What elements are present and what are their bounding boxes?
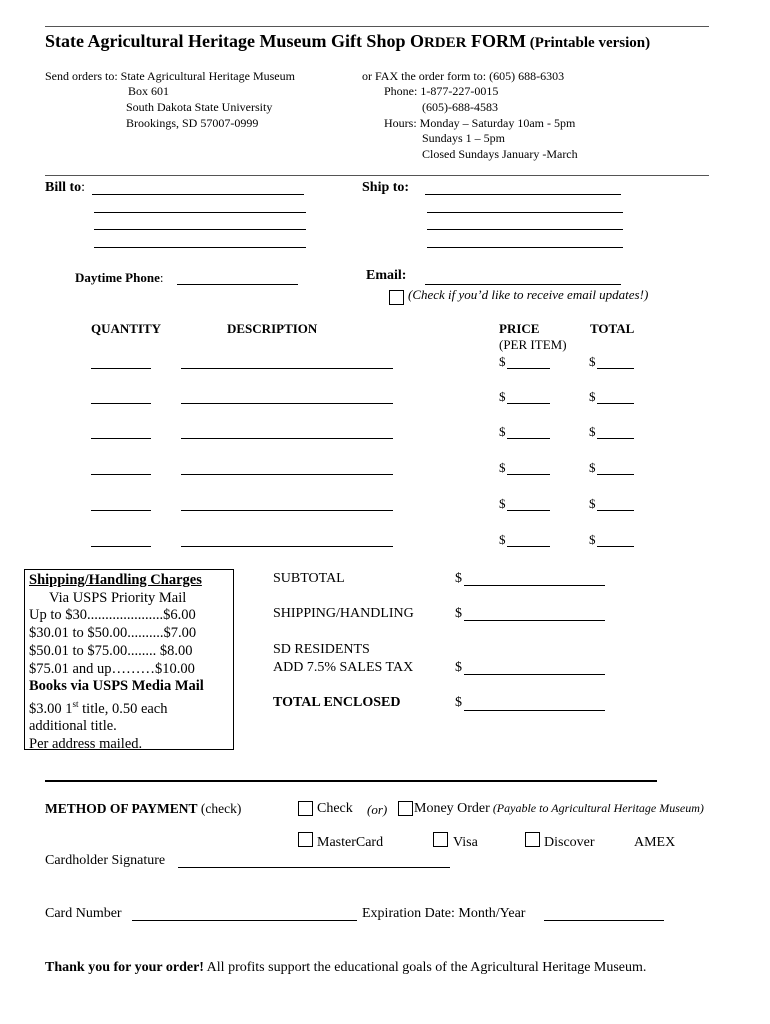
top-rule bbox=[45, 26, 709, 27]
shipping-via: Via USPS Priority Mail bbox=[49, 589, 187, 606]
price-field[interactable] bbox=[507, 403, 550, 404]
shipping-title: Shipping/Handling Charges bbox=[29, 572, 202, 588]
total-enclosed-field[interactable] bbox=[464, 710, 605, 711]
or-label: (or) bbox=[367, 802, 388, 817]
price-field[interactable] bbox=[507, 510, 550, 511]
description-field[interactable] bbox=[181, 474, 393, 475]
price-currency: $ bbox=[499, 424, 506, 439]
email-updates-label: (Check if you’d like to receive email updates!) bbox=[408, 287, 649, 302]
books-media-mail: Books via USPS Media Mail bbox=[29, 678, 204, 695]
bill-to-line-4[interactable] bbox=[94, 247, 306, 248]
subtotal-label: SUBTOTAL bbox=[273, 571, 345, 586]
total-field[interactable] bbox=[597, 403, 634, 404]
quantity-field[interactable] bbox=[91, 368, 151, 369]
bill-to-line-2[interactable] bbox=[94, 212, 306, 213]
check-label: Check bbox=[317, 801, 353, 816]
total-currency: $ bbox=[589, 532, 596, 547]
hours-line: Hours: Monday – Saturday 10am - 5pm bbox=[384, 116, 576, 130]
description-field[interactable] bbox=[181, 368, 393, 369]
price-currency: $ bbox=[499, 460, 506, 475]
bill-to-line-1[interactable] bbox=[92, 194, 304, 195]
ship-to-line-3[interactable] bbox=[427, 229, 623, 230]
quantity-header: QUANTITY bbox=[91, 321, 162, 336]
send-orders-to: Send orders to: State Agricultural Heritage Museum bbox=[45, 69, 295, 83]
expiration-field[interactable] bbox=[544, 920, 664, 921]
phone-line-2: (605)-688-4583 bbox=[422, 100, 498, 114]
description-field[interactable] bbox=[181, 438, 393, 439]
mastercard-checkbox[interactable] bbox=[298, 832, 313, 847]
shipping-rate: Up to $30.....................$6.00 bbox=[29, 607, 196, 624]
money-order-checkbox[interactable] bbox=[398, 801, 413, 816]
total-currency: $ bbox=[589, 389, 596, 404]
sales-tax-currency: $ bbox=[455, 660, 462, 675]
total-field[interactable] bbox=[597, 474, 634, 475]
payment-divider bbox=[45, 780, 657, 782]
bill-to-label: Bill to: bbox=[45, 180, 86, 195]
price-header: PRICE bbox=[499, 321, 540, 336]
total-field[interactable] bbox=[597, 368, 634, 369]
closed-note: Closed Sundays January -March bbox=[422, 147, 578, 161]
quantity-field[interactable] bbox=[91, 546, 151, 547]
total-field[interactable] bbox=[597, 546, 634, 547]
phone-line: Phone: 1-877-227-0015 bbox=[384, 84, 499, 98]
daytime-phone-field[interactable] bbox=[177, 284, 298, 285]
cardholder-signature-label: Cardholder Signature bbox=[45, 853, 166, 868]
item-row bbox=[0, 496, 770, 516]
total-currency: $ bbox=[589, 354, 596, 369]
quantity-field[interactable] bbox=[91, 403, 151, 404]
cardholder-signature-field[interactable] bbox=[178, 867, 450, 868]
description-field[interactable] bbox=[181, 546, 393, 547]
thank-you-message: Thank you for your order! All profits support the educational goals of the Agricultural Heritage Museum. bbox=[45, 960, 647, 975]
item-row bbox=[0, 460, 770, 480]
daytime-phone-label: Daytime Phone: bbox=[75, 270, 164, 285]
total-enclosed-label: TOTAL ENCLOSED bbox=[273, 695, 401, 710]
ship-to-label: Ship to: bbox=[362, 180, 410, 195]
item-row bbox=[0, 424, 770, 444]
total-currency: $ bbox=[589, 424, 596, 439]
total-field[interactable] bbox=[597, 438, 634, 439]
sd-residents-label: SD RESIDENTS bbox=[273, 642, 370, 657]
amex-label: AMEX bbox=[634, 835, 676, 850]
page-title: State Agricultural Heritage Museum Gift Shop ORDER FORM (Printable version) bbox=[45, 31, 651, 51]
item-row bbox=[0, 389, 770, 409]
discover-checkbox[interactable] bbox=[525, 832, 540, 847]
total-header: TOTAL bbox=[590, 321, 635, 336]
total-field[interactable] bbox=[597, 510, 634, 511]
quantity-field[interactable] bbox=[91, 510, 151, 511]
shipping-rate: $50.01 to $75.00........ $8.00 bbox=[29, 642, 193, 659]
quantity-field[interactable] bbox=[91, 474, 151, 475]
email-updates-checkbox[interactable] bbox=[389, 290, 404, 305]
shipping-handling-label: SHIPPING/HANDLING bbox=[273, 606, 414, 621]
expiration-label: Expiration Date: Month/Year bbox=[362, 906, 526, 921]
price-currency: $ bbox=[499, 389, 506, 404]
shipping-rate: $30.01 to $50.00..........$7.00 bbox=[29, 625, 197, 642]
sales-tax-field[interactable] bbox=[464, 674, 605, 675]
price-currency: $ bbox=[499, 532, 506, 547]
item-row bbox=[0, 532, 770, 552]
email-label: Email: bbox=[366, 268, 407, 283]
method-of-payment-label: METHOD OF PAYMENT (check) bbox=[45, 801, 242, 816]
address-university: South Dakota State University bbox=[126, 100, 273, 114]
books-additional: additional title. bbox=[29, 718, 117, 735]
subtotal-field[interactable] bbox=[464, 585, 605, 586]
card-number-field[interactable] bbox=[132, 920, 357, 921]
description-field[interactable] bbox=[181, 403, 393, 404]
email-field[interactable] bbox=[425, 284, 621, 285]
total-currency: $ bbox=[589, 496, 596, 511]
address-divider bbox=[45, 175, 709, 176]
check-checkbox[interactable] bbox=[298, 801, 313, 816]
price-field[interactable] bbox=[507, 368, 550, 369]
price-field[interactable] bbox=[507, 546, 550, 547]
shipping-handling-field[interactable] bbox=[464, 620, 605, 621]
fax-line: or FAX the order form to: (605) 688-6303 bbox=[362, 69, 565, 83]
mastercard-label: MasterCard bbox=[317, 835, 384, 850]
discover-label: Discover bbox=[544, 835, 595, 850]
per-address-note: Per address mailed. bbox=[29, 736, 143, 753]
subtotal-currency: $ bbox=[455, 571, 462, 586]
description-field[interactable] bbox=[181, 510, 393, 511]
shipping-charges-box bbox=[24, 569, 234, 753]
ship-to-line-1[interactable] bbox=[425, 194, 621, 195]
price-field[interactable] bbox=[507, 474, 550, 475]
price-per-item-header: (PER ITEM) bbox=[499, 337, 567, 352]
visa-label: Visa bbox=[453, 835, 478, 850]
sunday-hours: Sundays 1 – 5pm bbox=[422, 131, 506, 145]
item-row bbox=[0, 352, 770, 372]
description-header: DESCRIPTION bbox=[227, 321, 318, 336]
total-currency: $ bbox=[589, 460, 596, 475]
sales-tax-label: ADD 7.5% SALES TAX bbox=[273, 660, 414, 675]
shipping-currency: $ bbox=[455, 606, 462, 621]
books-rate: $3.00 1st title, 0.50 each bbox=[29, 698, 168, 717]
money-order-label: Money Order (Payable to Agricultural Heritage Museum) bbox=[414, 801, 704, 816]
card-number-label: Card Number bbox=[45, 906, 122, 921]
ship-to-line-2[interactable] bbox=[427, 212, 623, 213]
price-currency: $ bbox=[499, 496, 506, 511]
ship-to-line-4[interactable] bbox=[427, 247, 623, 248]
address-city: Brookings, SD 57007-0999 bbox=[126, 116, 259, 130]
bill-to-line-3[interactable] bbox=[94, 229, 306, 230]
price-field[interactable] bbox=[507, 438, 550, 439]
address-box: Box 601 bbox=[128, 84, 170, 98]
visa-checkbox[interactable] bbox=[433, 832, 448, 847]
quantity-field[interactable] bbox=[91, 438, 151, 439]
price-currency: $ bbox=[499, 354, 506, 369]
total-enclosed-currency: $ bbox=[455, 695, 462, 710]
shipping-rate: $75.01 and up………$10.00 bbox=[29, 660, 195, 677]
